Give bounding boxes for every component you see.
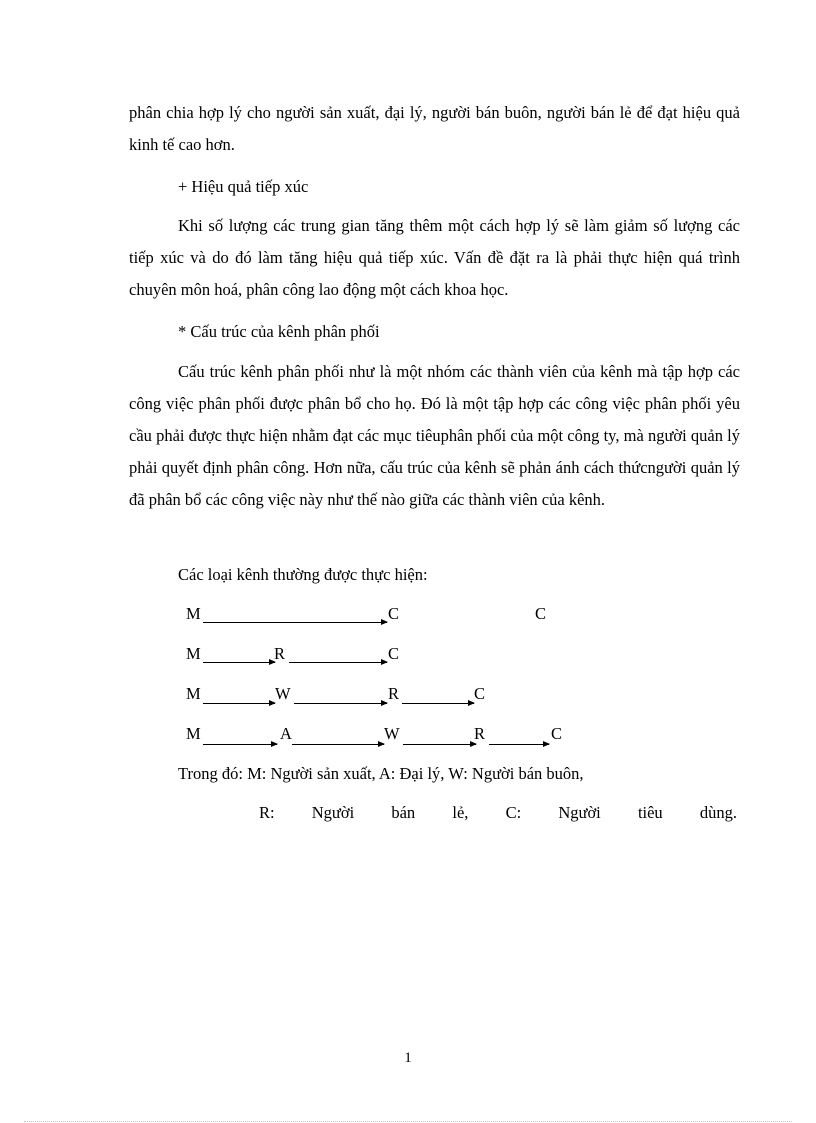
channel-2-node-r: R (274, 644, 286, 663)
channel-1-node-m: M (186, 604, 201, 623)
legend-word: C: (505, 803, 522, 822)
channel-1-arrow-1 (203, 622, 387, 623)
channel-3-arrow-1 (203, 703, 275, 704)
heading-contact-efficiency: + Hiệu quả tiếp xúc (178, 177, 309, 196)
legend-line-1: Trong đó: M: Người sản xuất, A: Đại lý, W: Người bán buôn, (178, 764, 584, 783)
channel-4-node-r: R (474, 724, 486, 743)
paragraph-channel-structure: Cấu trúc kênh phân phối như là một nhóm các thành viên của kênh mà tập hợp các công việc phân phối được phân bổ cho họ. Đó là một tập hợp các công việc phân phối yêu cầu phải được thực hiện nhằm đạt các mục tiêuphân phối của một công ty, mà người quản lý phải quyết định phân công. Hơn nữa, cấu trúc của kênh sẽ phản ánh cách thứcngười quản lý đã phân bổ các công việc này như thế nào giữa các thành viên của kênh. (129, 362, 740, 509)
channel-1-node-c: C (388, 604, 400, 623)
channel-4-arrow-3 (403, 744, 476, 745)
legend-word: R: (259, 803, 275, 822)
legend-word: bán (391, 803, 416, 822)
channel-2-arrow-2 (289, 662, 387, 663)
channel-3-node-c: C (474, 684, 486, 703)
channel-2-node-m: M (186, 644, 201, 663)
channel-3-node-m: M (186, 684, 201, 703)
legend-word: dùng. (699, 803, 737, 822)
channel-2-arrow-1 (203, 662, 275, 663)
channel-4-node-c: C (551, 724, 563, 743)
legend-word: Người (311, 803, 355, 822)
channel-4-arrow-1 (203, 744, 277, 745)
channel-3-node-w: W (275, 684, 291, 703)
channel-4-arrow-2 (292, 744, 384, 745)
paragraph-distribution: phân chia hợp lý cho người sản xuất, đại lý, người bán buôn, người bán lẻ để đạt hiệu quả kinh tế cao hơn. (129, 103, 740, 154)
channel-4-node-m: M (186, 724, 201, 743)
legend-word: lẻ, (452, 803, 469, 822)
channel-4-node-a: A (280, 724, 292, 743)
page-number: 1 (404, 1050, 412, 1066)
legend-word: tiêu (637, 803, 663, 822)
channel-4-arrow-4 (489, 744, 549, 745)
paragraph-intermediaries: Khi số lượng các trung gian tăng thêm một cách hợp lý sẽ làm giảm số lượng các tiếp xúc và do đó làm tăng hiệu quả tiếp xúc. Vấn đề đặt ra là phải thực hiện quá trình chuyên môn hoá, phân công lao động một cách khoa học. (129, 216, 740, 299)
legend-word: Người (558, 803, 601, 822)
page-boundary-rule (24, 1121, 792, 1122)
channel-3-node-r: R (388, 684, 400, 703)
channel-3-arrow-3 (402, 703, 474, 704)
legend-line-2 (259, 803, 737, 823)
channel-1-extra-c: C (535, 604, 547, 623)
channel-4-node-w: W (384, 724, 400, 743)
channels-intro: Các loại kênh thường được thực hiện: (178, 565, 428, 584)
heading-channel-structure: * Cấu trúc của kênh phân phối (178, 322, 380, 341)
channel-3-arrow-2 (294, 703, 387, 704)
channel-2-node-c: C (388, 644, 400, 663)
